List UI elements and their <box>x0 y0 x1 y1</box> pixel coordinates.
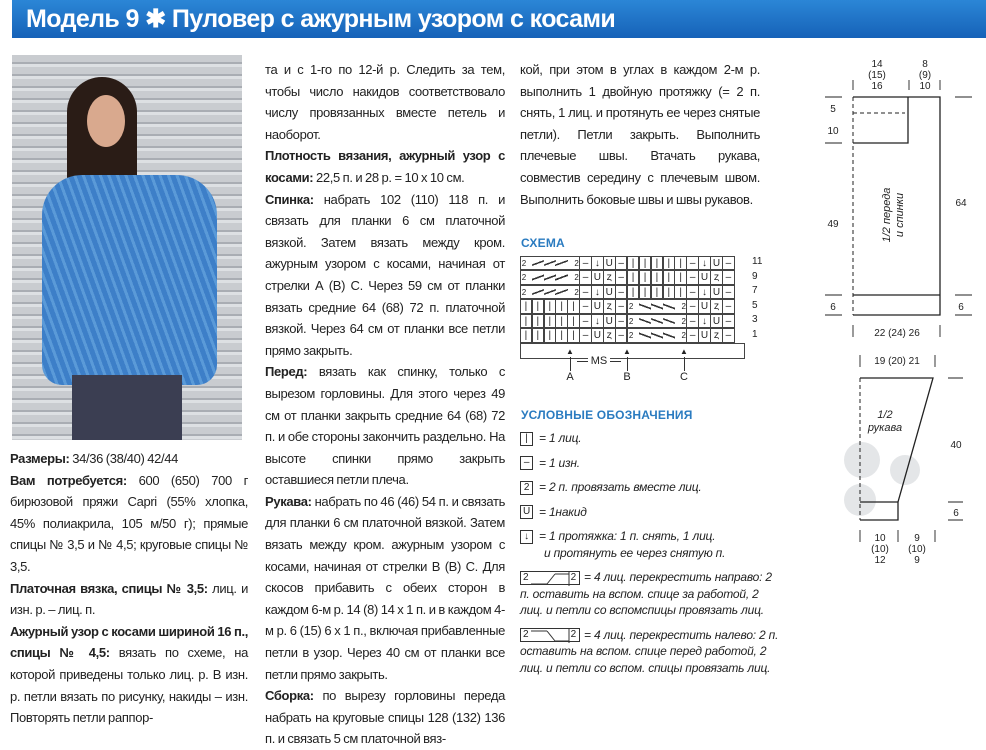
body-pattern <box>827 59 967 339</box>
k2tog-symbol-icon: 2 <box>520 481 533 495</box>
chart-cell-k2t: ȥ <box>710 299 723 314</box>
chart-cell-k: | <box>555 299 568 314</box>
chart-cell-k: | <box>520 299 533 314</box>
chart-cell-k: | <box>627 285 640 300</box>
dim-label: 40 <box>950 440 962 451</box>
chart-cell-p: – <box>615 314 628 329</box>
paragraph-heading: Размеры: <box>10 451 70 466</box>
chart-cell-p: – <box>615 270 628 285</box>
row-number: 7 <box>752 285 758 296</box>
piece-label: 1/2 <box>877 409 893 421</box>
chart-cell-k: | <box>520 328 533 343</box>
chart-cell-p: – <box>686 256 699 271</box>
paragraph-text: по вырезу горловины переда набрать на круговые спицы 128 (132) 136 п. и связать 5 см платочной вяз- <box>265 688 505 747</box>
arrow-label: A <box>566 371 574 383</box>
dim-label: 10 <box>827 126 839 137</box>
dim-label: 49 <box>827 219 839 230</box>
legend-text: = 4 лиц. перекрестить направо: 2 п. оставить на вспом. спице за работой, 2 лиц. и петли со вспомспицы провязать лиц. <box>520 570 772 617</box>
chart-cell-yo: U <box>603 285 616 300</box>
row-number: 9 <box>752 270 758 282</box>
arrow-label: C <box>680 371 688 383</box>
chart-cell-yo: U <box>698 328 711 343</box>
arrow-label: B <box>623 371 631 383</box>
chart-cell-k: | <box>639 285 652 300</box>
arrow-icon: ▲ <box>622 347 632 371</box>
chart-cell-k: | <box>674 256 687 271</box>
chart-cell-p: – <box>686 285 699 300</box>
chart-cell-cr: 2 <box>567 270 580 285</box>
chart-cell-k: | <box>674 270 687 285</box>
chart-cell-k2t: ȥ <box>603 299 616 314</box>
legend-text: = 1накид <box>539 504 587 519</box>
dim-label: 9 <box>914 555 920 566</box>
chart-cell-cr: 2 <box>567 285 580 300</box>
chart-cell-yo: U <box>710 314 723 329</box>
paragraph-text: 22,5 п. и 28 р. = 10 х 10 см. <box>313 169 465 185</box>
paragraph-text: вязать как спинку, только с вырезом горловины. Для этого через 49 см от планки закрыть средние 64 (68) 72 п. и обе стороны закончить раздельно. На высоте спинки прямо закрыть оставшиеся петли плеча. <box>265 364 505 488</box>
cable-right-symbol-icon: 2 2 <box>520 571 580 585</box>
chart-cell-k: | <box>544 299 557 314</box>
paragraph-text: набрать 102 (110) 118 п. и связать для планки 6 см платочной вязкой. Затем вязать между кром. ажурным узором с косами, начиная от стрелки А (В) С. Через 59 см от планки вязать средние 64 (68) 72 п. платочной вязкой. Через 64 см от планки все петли прямо закрыть. <box>265 191 505 358</box>
chart-cell-k: | <box>651 270 664 285</box>
chart-cell-k: | <box>674 285 687 300</box>
chart-cell-k: | <box>663 270 676 285</box>
chart-cell-yo: U <box>698 270 711 285</box>
chart-cell-k: | <box>544 328 557 343</box>
star-icon: ✱ <box>145 5 166 33</box>
dim-label: (15) <box>868 70 886 81</box>
chart-cell-k: | <box>532 328 545 343</box>
paragraph-text: лиц. и изн. р. – лиц. п. <box>10 580 248 618</box>
chart-cell-yo: U <box>591 328 604 343</box>
purl-symbol-icon: – <box>520 456 533 470</box>
chart-cell-k: | <box>651 285 664 300</box>
chart-cell-p: – <box>722 299 735 314</box>
legend-title: УСЛОВНЫЕ ОБОЗНАЧЕНИЯ <box>521 408 693 422</box>
chart-cell-cr: 2 <box>520 270 533 285</box>
legend-text: = 2 п. провязать вместе лиц. <box>539 480 702 494</box>
chart-cell-p: – <box>579 270 592 285</box>
paragraph-heading: Рукава: <box>265 493 312 509</box>
chart-cell-k: | <box>627 256 640 271</box>
page-title: Пуловер с ажурным узором с косами <box>171 5 616 33</box>
chart-cell-k: | <box>663 285 676 300</box>
chart-cell-p: – <box>722 270 735 285</box>
paragraph-heading: Платочная вязка, спицы № 3,5: <box>10 580 208 596</box>
chart-cell-yo: U <box>710 285 723 300</box>
dim-label: 9 <box>914 533 920 544</box>
chart-cell-k: | <box>532 314 545 329</box>
row-number: 11 <box>752 256 763 267</box>
chart-cell-k: | <box>639 256 652 271</box>
dim-label: 10 <box>919 81 931 92</box>
chart-cell-cr: 2 <box>567 256 580 271</box>
legend-text: и протянуть ее через снятую п. <box>544 545 726 560</box>
paragraph-heading: Спинка: <box>265 191 314 207</box>
chart-cell-cr: 2 <box>520 285 533 300</box>
chart-cell-p: – <box>722 314 735 329</box>
knit-symbol-icon: | <box>520 432 533 446</box>
chart-cell-k: | <box>532 299 545 314</box>
chart-cell-p: – <box>579 285 592 300</box>
legend-text: = 1 лиц. <box>539 431 582 445</box>
model-number: Модель 9 <box>26 5 139 33</box>
row-number: 5 <box>752 299 758 311</box>
chart-cell-p: – <box>722 285 735 300</box>
chart-cell-yo: U <box>591 299 604 314</box>
paragraph-text: 600 (650) 700 г бирюзовой пряжи Capri (55% хлопка, 45% полиакрила, 105 м/50 г); прямые спицы № 3,5 и № 4,5; круговые спицы № 3,5. <box>10 472 248 574</box>
paragraph-heading: Сборка: <box>265 688 314 704</box>
paragraph-text: набрать по 46 (46) 54 п. и связать для планки 6 см платочной вязкой. Затем вязать между кром. ажурным узором с косами, начиная от стрелки В (В) С. Для скосов прибавить с обеих сторон в каждом 6-м р. 14 (8) 14 х 1 п. и в каждом 4-м р. 6 (15) 6 х 1 п., включая прибавленные петли в узор. Через 40 см от планки все петли прямо закрыть. <box>265 493 505 682</box>
chart-cell-cl: 2 <box>674 314 687 329</box>
chart-cell-k: | <box>555 314 568 329</box>
chart-cell-ssk: ↓ <box>698 314 711 329</box>
chart-cell-yo: U <box>603 314 616 329</box>
chart-cell-k: | <box>567 314 580 329</box>
chart-cell-p: – <box>686 328 699 343</box>
chart-cell-ssk: ↓ <box>591 285 604 300</box>
chart-cell-yo: U <box>591 270 604 285</box>
chart-cell-p: – <box>579 299 592 314</box>
chart-cell-k: | <box>639 270 652 285</box>
chart-cell-p: – <box>686 299 699 314</box>
arrow-icon: ▲ <box>679 347 689 371</box>
dim-label: (9) <box>918 70 932 81</box>
chart-cell-cl: 2 <box>627 328 640 343</box>
chart-cell-k2t: ȥ <box>603 328 616 343</box>
chart-cell-p: – <box>722 256 735 271</box>
scheme-title: СХЕМА <box>521 236 565 250</box>
chart-cell-p: – <box>579 256 592 271</box>
chart-cell-p: – <box>615 328 628 343</box>
chart-cell-yo: U <box>603 256 616 271</box>
dim-label: 12 <box>874 555 886 566</box>
dim-label: 19 (20) 21 <box>874 356 920 367</box>
yarn-over-symbol-icon: U <box>520 505 533 519</box>
dim-label: 22 (24) 26 <box>874 328 920 339</box>
chart-cell-k2t: ȥ <box>710 328 723 343</box>
dim-label: 16 <box>871 81 883 92</box>
dim-label: 14 <box>871 59 883 70</box>
row-number: 1 <box>752 328 758 340</box>
piece-label: 1/2 переда <box>881 187 893 243</box>
chart-cell-yo: U <box>698 299 711 314</box>
snowflake-decoration <box>844 442 920 516</box>
chart-cell-p: – <box>579 314 592 329</box>
paragraph-text: 34/36 (38/40) 42/44 <box>69 451 179 466</box>
chart-cell-ssk: ↓ <box>591 314 604 329</box>
dim-label: (10) <box>871 544 889 555</box>
dim-label: 10 <box>874 533 886 544</box>
chart-cell-ssk: ↓ <box>698 256 711 271</box>
dim-label: 6 <box>953 508 959 519</box>
chart-cell-k: | <box>520 314 533 329</box>
chart-cell-cl: 2 <box>627 314 640 329</box>
legend-text: = 1 протяжка: 1 п. снять, 1 лиц. <box>539 529 716 543</box>
chart-cell-k2t: ȥ <box>710 270 723 285</box>
cable-left-symbol-icon: 2 2 <box>520 628 580 642</box>
paragraph-heading: Вам потребуется: <box>10 472 127 488</box>
chart-cell-cr: 2 <box>520 256 533 271</box>
chart-cell-k: | <box>567 299 580 314</box>
chart-cell-p: – <box>686 314 699 329</box>
chart-cell-k: | <box>555 328 568 343</box>
chart-cell-k2t: ȥ <box>603 270 616 285</box>
chart-cell-p: – <box>686 270 699 285</box>
paragraph-heading: Перед: <box>265 364 308 380</box>
chart-cell-ssk: ↓ <box>698 285 711 300</box>
piece-label: рукава <box>867 422 903 434</box>
dim-label: 6 <box>958 302 964 313</box>
paragraph-heading: Ажурный узор с косами шириной 16 п., спицы № 4,5: <box>10 623 248 661</box>
chart-cell-yo: U <box>710 256 723 271</box>
chart-cell-k: | <box>627 270 640 285</box>
dim-label: 64 <box>955 198 967 209</box>
dim-label: (10) <box>908 544 926 555</box>
paragraph-heading: Плотность вязания, ажурный узор с косами: <box>265 148 505 185</box>
chart-cell-p: – <box>579 328 592 343</box>
arrow-icon: ▲ <box>565 347 575 371</box>
chart-cell-p: – <box>722 328 735 343</box>
chart-cell-k: | <box>567 328 580 343</box>
piece-label: и спинки <box>894 192 906 238</box>
slip-symbol-icon: ↓ <box>520 530 533 544</box>
paragraph-text: вязать по схеме, на которой приведены только лиц. р. В изн. р. петли вязать по рисунку, накиды – изн. Повторять петли раппор- <box>10 645 249 726</box>
chart-cell-p: – <box>615 285 628 300</box>
chart-cell-k: | <box>544 314 557 329</box>
chart-cell-cl: 2 <box>627 299 640 314</box>
dim-label: 6 <box>830 302 836 313</box>
chart-cell-cl: 2 <box>674 299 687 314</box>
chart-cell-k: | <box>651 256 664 271</box>
legend-text: = 4 лиц. перекрестить налево: 2 п. оставить на вспом. спице перед работой, 2 лиц. и петли со вспом. спицы провязать лиц. <box>520 627 779 675</box>
paragraph-text: кой, при этом в углах в каждом 2-м р. выполнить 1 двойную протяжку (= 2 п. снять, 1 лиц. и протянуть ее через снятые петли). Петли закрыть. Выполнить плечевые швы. Втачать рукава, совместив середину с плечевым швом. Выполнить боковые швы и швы рукавов. <box>520 62 760 207</box>
row-number: 3 <box>752 314 758 325</box>
paragraph-text: та и с 1-го по 12-й р. Следить за тем, чтобы число накидов соответствовало числу провязанных вместе петель и наоборот. <box>265 62 505 142</box>
chart-cell-k: | <box>663 256 676 271</box>
dim-label: 5 <box>830 104 836 115</box>
chart-cell-ssk: ↓ <box>591 256 604 271</box>
legend-text: = 1 изн. <box>539 455 580 470</box>
repeat-label: MS <box>588 355 611 367</box>
chart-cell-p: – <box>615 299 628 314</box>
chart-cell-p: – <box>615 256 628 271</box>
dim-label: 8 <box>922 59 928 70</box>
chart-cell-cl: 2 <box>674 328 687 343</box>
